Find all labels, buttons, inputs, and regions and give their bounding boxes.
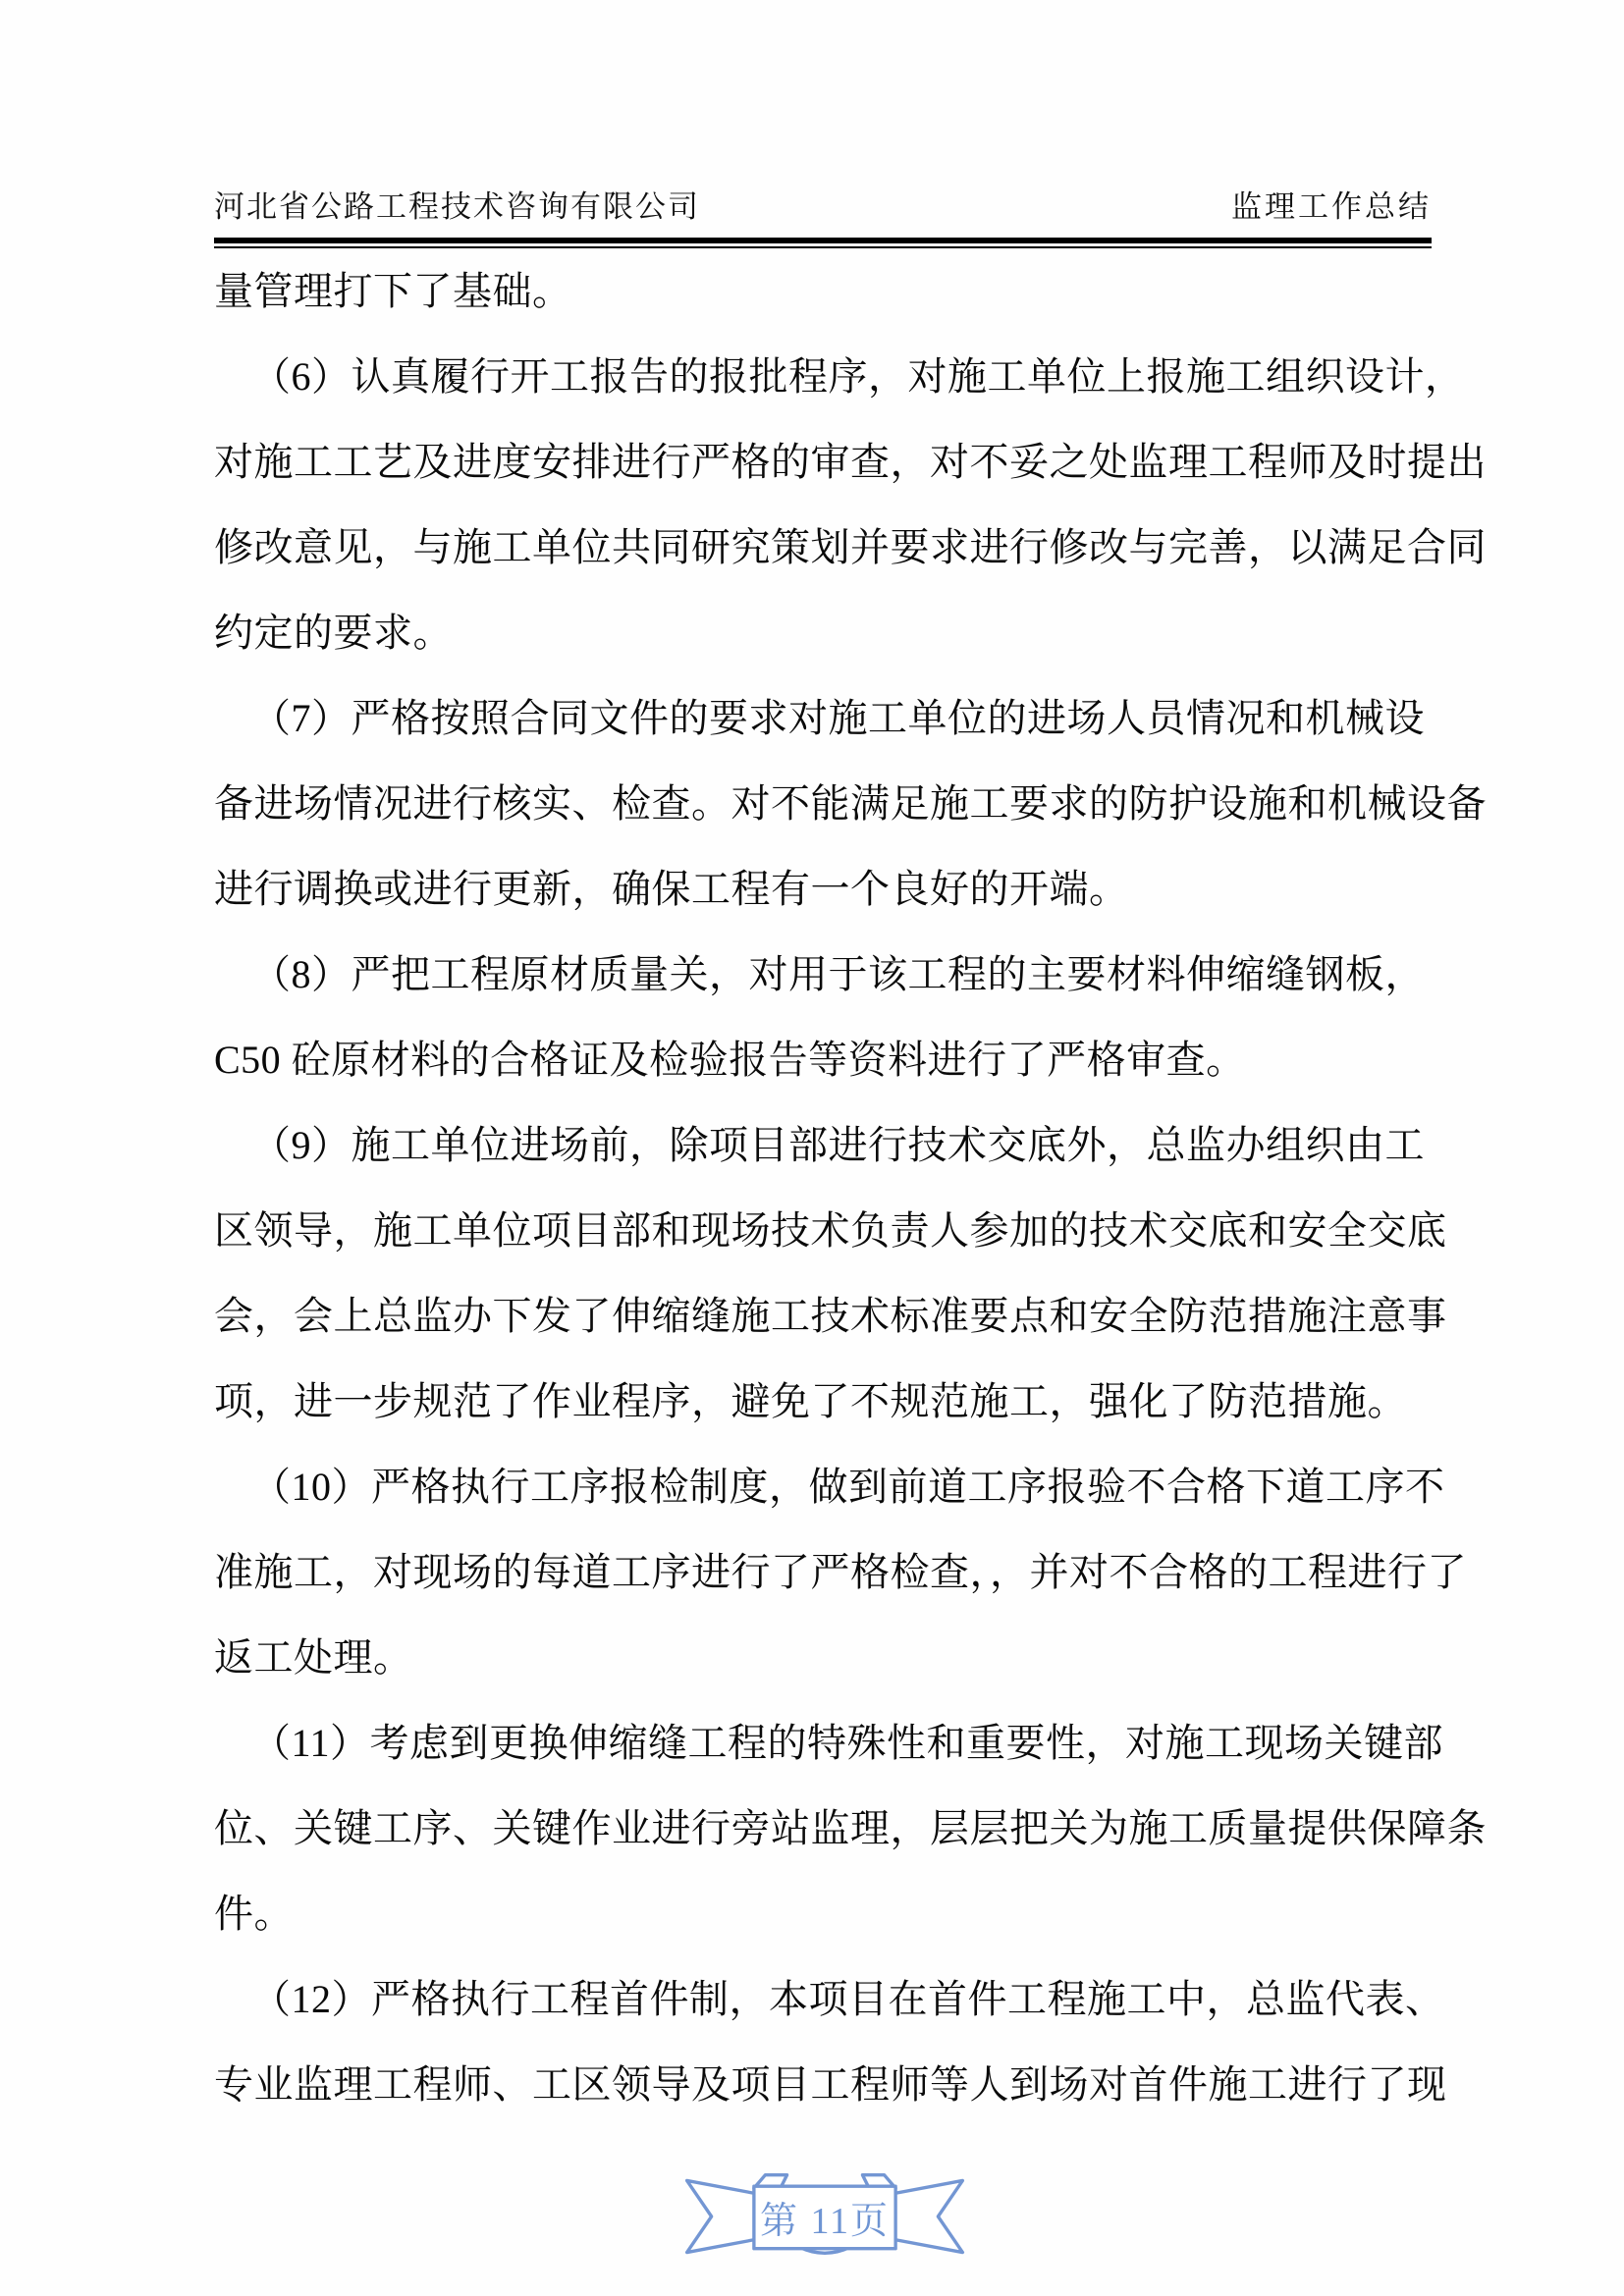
body-line: 对施工工艺及进度安排进行严格的审查，对不妥之处监理工程师及时提出 — [214, 440, 1487, 484]
body-line: （6）认真履行开工报告的报批程序，对施工单位上报施工组织设计， — [251, 354, 1465, 399]
body-line: 进行调换或进行更新，确保工程有一个良好的开端。 — [214, 867, 1129, 911]
header-company-name: 河北省公路工程技术咨询有限公司 — [214, 189, 700, 224]
body-line: 件。 — [214, 1892, 294, 1936]
body-line: 约定的要求。 — [214, 611, 453, 655]
body-line: 量管理打下了基础。 — [214, 269, 572, 313]
body-line: （11）考虑到更换伸缩缝工程的特殊性和重要性，对施工现场关键部 — [251, 1721, 1444, 1765]
body-line: （7）严格按照合同文件的要求对施工单位的进场人员情况和机械设 — [251, 696, 1425, 740]
body-line: C50 砼原材料的合格证及检验报告等资料进行了严格审查。 — [214, 1038, 1246, 1082]
body-line: 位、关键工序、关键作业进行旁站监理，层层把关为施工质量提供保障条 — [214, 1806, 1487, 1850]
body-line: （9）施工单位进场前，除项目部进行技术交底外，总监办组织由工 — [251, 1123, 1425, 1167]
body-line: 备进场情况进行核实、检查。对不能满足施工要求的防护设施和机械设备 — [214, 781, 1487, 826]
page-header — [214, 188, 1432, 248]
header-row — [214, 188, 1432, 226]
body-line: 返工处理。 — [214, 1635, 413, 1680]
header-doc-title: 监理工作总结 — [1231, 189, 1432, 224]
body-lines — [214, 248, 1487, 2127]
body-line: （8）严把工程原材质量关，对用于该工程的主要材料伸缩缝钢板， — [251, 952, 1425, 996]
body-line: 会，会上总监办下发了伸缩缝施工技术标准要点和安全防范措施注意事 — [214, 1294, 1447, 1338]
page-number-label: 第 11页 — [759, 2200, 891, 2242]
body-line: 修改意见，与施工单位共同研究策划并要求进行修改与完善，以满足合同 — [214, 525, 1487, 569]
body-line: 专业监理工程师、工区领导及项目工程师等人到场对首件施工进行了现 — [214, 2062, 1447, 2107]
body-line: 项，进一步规范了作业程序，避免了不规范施工，强化了防范措施。 — [214, 1379, 1407, 1423]
body-line: （12）严格执行工程首件制，本项目在首件工程施工中，总监代表、 — [251, 1977, 1445, 2021]
body-line: （10）严格执行工序报检制度，做到前道工序报验不合格下道工序不 — [251, 1465, 1445, 1509]
body-line: 区领导，施工单位项目部和现场技术负责人参加的技术交底和安全交底 — [214, 1208, 1447, 1253]
page-footer — [0, 2167, 1624, 2266]
body-line: 准施工，对现场的每道工序进行了严格检查，，并对不合格的工程进行了 — [214, 1550, 1467, 1594]
page-number-ribbon — [682, 2167, 967, 2266]
